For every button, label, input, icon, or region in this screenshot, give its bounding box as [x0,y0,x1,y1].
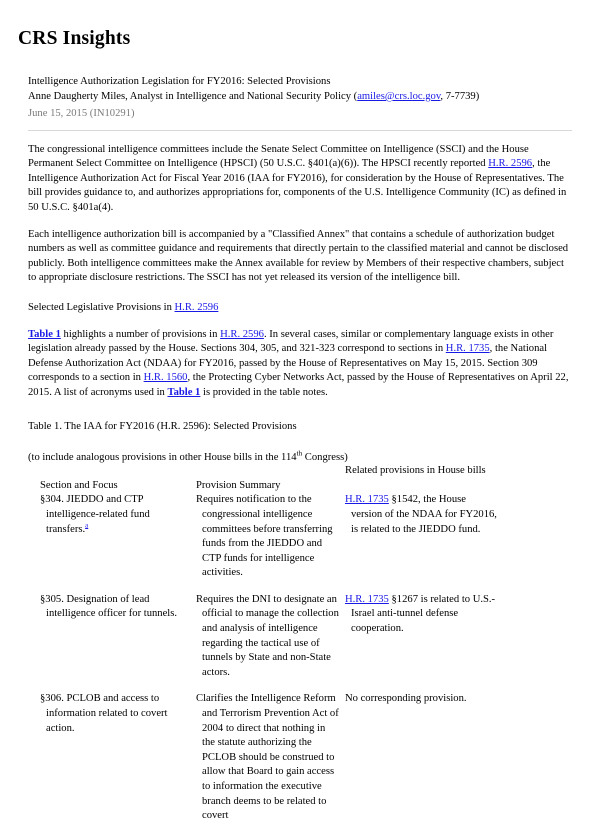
paragraph-3-segment-3: , the National Defense Authorization Act (NDAA) for FY2016, passed by the House of Representatives on May 15, 2015. Section 309 corresponds to a section in [28,343,548,384]
table-row [40,493,572,581]
table-cell-summary [196,593,345,681]
table-rows-container [40,493,572,823]
byline-block [0,49,600,120]
table-cell-related [345,593,505,637]
table-cell-section [40,493,196,537]
section-and-focus-text: §304. JIEDDO and CTP intelligence-related fund transfers.$^a$ [40,494,150,535]
footnote-link-a[interactable]: a [85,520,89,529]
page-title: CRS Insights [18,28,131,49]
author-email-link[interactable]: amiles@crs.loc.gov [357,91,441,103]
author-phone-text: , 7-7739) [440,91,480,103]
table-cell-section [40,692,196,736]
paragraph-1-segment-2: , the Intelligence Authorization Act for Fiscal Year 2016 (IAA for FY2016), for consideration by the House of Representatives. The bill provides guidance to, and authorizes appropriations for, components of the U.S. Intelligence Community (IC) as defined in 50 U.S.C. §401a(4). [28,158,567,213]
table-subcaption [28,451,572,466]
link-hr-1560-p3[interactable]: H.R. 1560 [143,372,188,384]
link-related-bill[interactable]: H.R. 1735 [345,494,389,506]
link-related-bill[interactable]: H.R. 1735 [345,593,389,605]
provision-summary-text: Clarifies the Intelligence Reform and Terrorism Prevention Act of 2004 to direct that nothing in the statute authorizing the PCLOB should be construed to allow that Board to gain access to information the executive branch deems to be related to covert [196,693,339,822]
provision-summary-text: Requires the DNI to designate an official to manage the collection and analysis of intelligence regarding the tactical use of tunnels by State and non-State actors. [196,593,339,678]
section-heading [28,301,572,316]
link-hr-1735-p3[interactable]: H.R. 1735 [445,343,490,355]
paragraph-1 [28,143,572,216]
table-cell-summary [196,493,345,581]
column-header-provision-summary: Provision Summary [196,479,281,491]
table-cell-related [345,692,505,707]
section-and-focus-text: §305. Designation of lead intelligence officer for tunnels. [40,593,177,620]
paragraph-1-segment-1: The congressional intelligence committees include the Senate Select Committee on Intelligence (SSCI) and the House Permanent Select Committee on Intelligence (HPSCI) (50 U.S.C. §401(a)(6)). The HPSCI recently reported [28,143,529,170]
document-body [0,143,600,824]
related-provisions-text: H.R. 1735 §1267 is related to U.S.-Israel anti-tunnel defense cooperation. [345,593,496,635]
provisions-table [28,465,572,824]
paragraph-3-segment-1: highlights a number of provisions in [60,328,221,340]
table-cell-related [345,493,505,537]
header-divider [28,130,572,131]
link-hr-2596-heading[interactable]: H.R. 2596 [174,301,219,313]
author-line [28,90,572,105]
table-cell-summary [196,692,345,823]
related-provisions-text: No corresponding provision. [345,693,467,705]
link-table-1[interactable]: Table 1 [28,328,61,340]
table-row [40,593,572,681]
paragraph-3-segment-4: , the Protecting Cyber Networks Act, passed by the House of Representatives on April 22, 2015. A list of acronyms used in [28,372,569,398]
table-row [40,692,572,823]
author-name-text: Anne Daugherty Miles, Analyst in Intelligence and National Security Policy ( [28,91,358,103]
table-subcaption-suffix: Congress) [302,452,348,464]
table-caption: Table 1. The IAA for FY2016 (H.R. 2596): Selected Provisions [28,420,297,432]
table-header-cell-summary [196,479,345,494]
link-table-1-second[interactable]: Table 1 [167,386,201,398]
table-row-gap [40,680,572,692]
section-heading-prefix: Selected Legislative Provisions in [28,301,175,313]
document-subject: Intelligence Authorization Legislation for FY2016: Selected Provisions [28,76,331,88]
ordinal-superscript: th [296,449,303,458]
provision-summary-text: Requires notification to the congressional intelligence committees before transferring funds from the JIEDDO and CTP funds for intelligence activities. [196,494,333,579]
section-and-focus-text: §306. PCLOB and access to information related to covert action. [40,693,168,734]
table-cell-section [40,593,196,622]
related-provisions-text: H.R. 1735 §1542, the House version of the NDAA for FY2016, is related to the JIEDDO fund. [345,494,497,535]
table-subcaption-prefix: (to include analogous provisions in other House bills in the 114 [28,452,297,464]
paragraph-2: Each intelligence authorization bill is accompanied by a "Classified Annex" that contains a schedule of authorization budget numbers as well as committee guidance and requirements that directly pertain to the classified material and cannot be disclosed publicly. Both intelligence committees make the Annex available for review by Members of their respective chambers, subject to appropriate disclosure restrictions. The SSCI has not yet released its version of the intelligence bill. [28,228,569,284]
masthead [0,0,600,49]
table-row-gap [40,581,572,593]
table-header-cell-section [40,479,196,494]
paragraph-3-segment-2: . In several cases, similar or complementary language exists in other legislation already passed by the House. Sections 304, 305, and 321-323 correspond to sections in [28,328,554,355]
column-header-section-and-focus: Section and Focus [40,479,118,491]
publication-date: June 15, 2015 (IN10291) [28,107,135,119]
paragraph-3-segment-5: is provided in the table notes. [200,386,328,398]
footnote-marker [85,521,88,529]
table-header-row: Section and Focus Provision Summary Related provisions in House bills [40,479,572,494]
paragraph-3 [28,328,572,401]
link-hr-2596-p3[interactable]: H.R. 2596 [220,328,264,340]
link-hr-2596[interactable]: H.R. 2596 [488,158,533,170]
